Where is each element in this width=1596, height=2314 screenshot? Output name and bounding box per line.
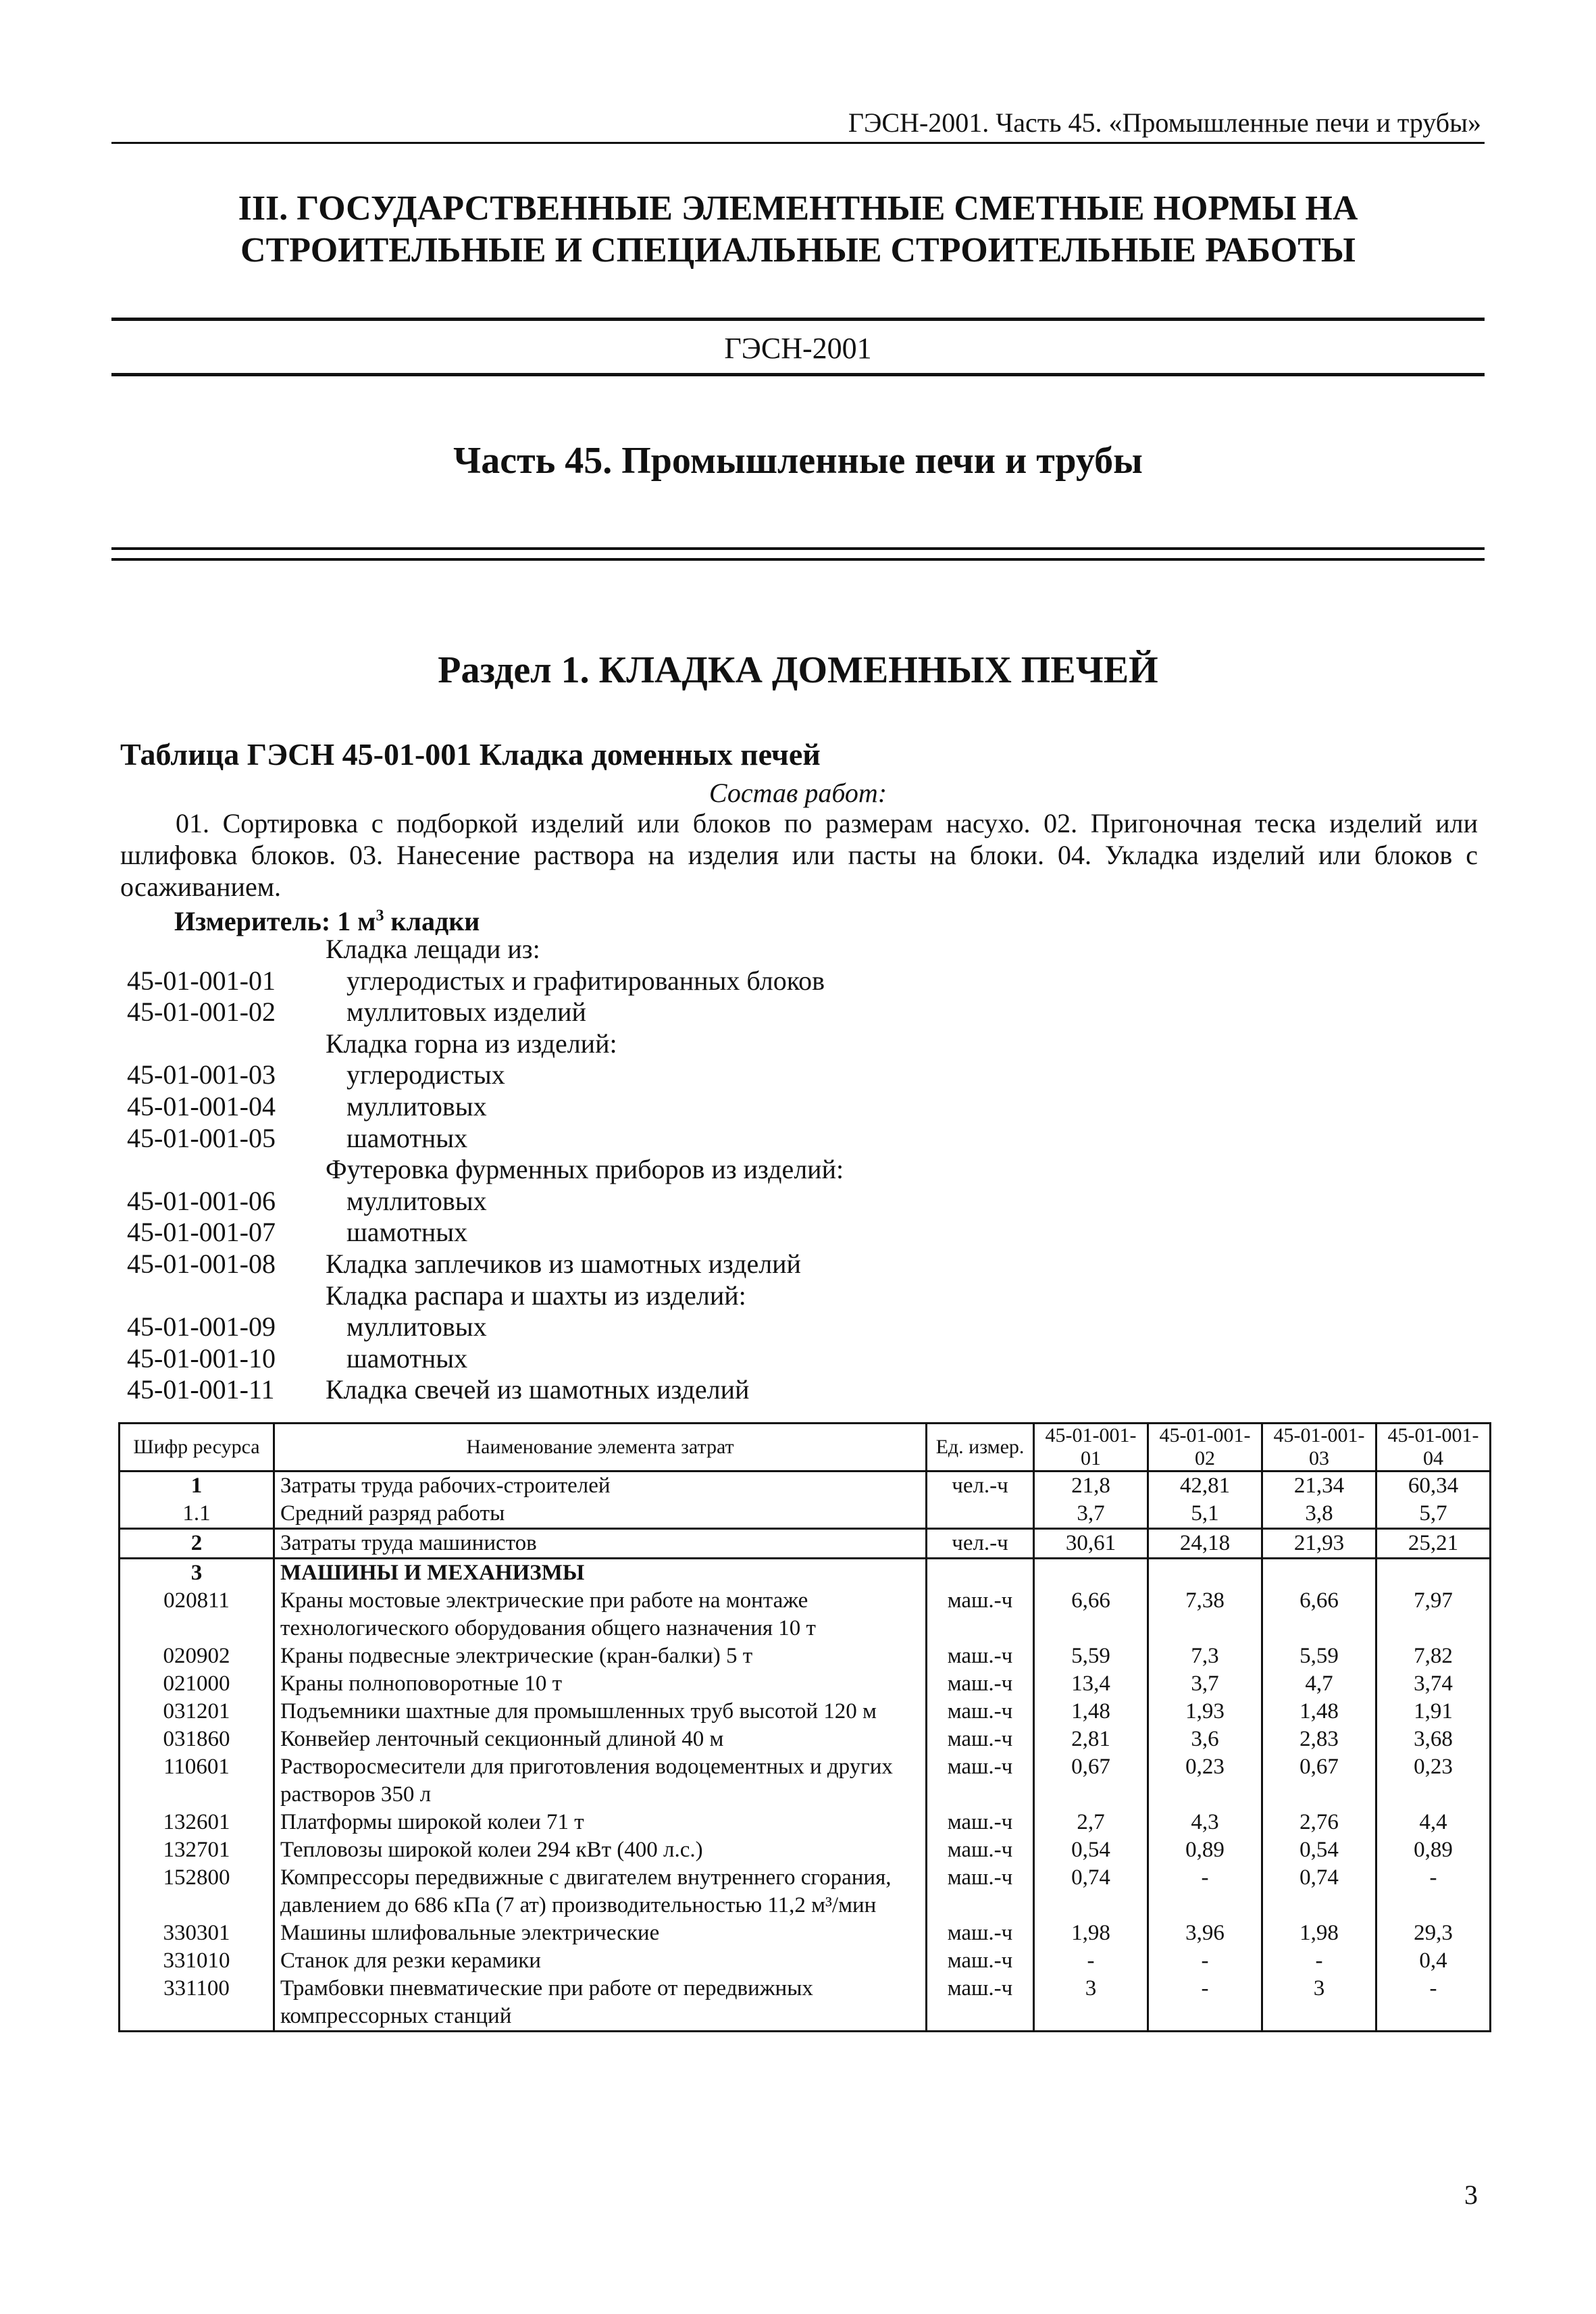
table-row	[120, 1670, 1491, 1698]
cell-value: 1,91	[1376, 1698, 1491, 1726]
cell-value: 25,21	[1376, 1529, 1491, 1559]
table-row	[120, 1726, 1491, 1753]
cell-value: 4,4	[1376, 1809, 1491, 1836]
cell-unit	[927, 1500, 1034, 1529]
table-row	[120, 1947, 1491, 1975]
cell-value: 60,34	[1376, 1472, 1491, 1501]
cell-value: -	[1376, 1864, 1491, 1919]
norm-text: муллитовых	[346, 1311, 487, 1342]
norm-text: Кладка лещади из:	[326, 934, 540, 964]
header-col-4: 45-01-001-04	[1376, 1424, 1491, 1472]
cell-unit: маш.-ч	[927, 1753, 1034, 1809]
cell-value: 21,34	[1262, 1472, 1376, 1501]
table-body	[120, 1472, 1491, 2032]
cell-unit: маш.-ч	[927, 1587, 1034, 1642]
norm-text: шамотных	[346, 1217, 468, 1248]
table-row	[120, 1559, 1491, 1588]
header-name: Наименование элемента затрат	[274, 1424, 927, 1472]
header-col-3: 45-01-001-03	[1262, 1424, 1376, 1472]
norm-text: муллитовых изделий	[346, 997, 586, 1028]
cell-value: 1,98	[1034, 1919, 1148, 1947]
cell-unit: маш.-ч	[927, 1864, 1034, 1919]
norm-code: 45-01-001-07	[127, 1217, 276, 1248]
cell-value: 5,7	[1376, 1500, 1491, 1529]
cell-value: 0,74	[1034, 1864, 1148, 1919]
cell-value: 0,89	[1376, 1836, 1491, 1864]
table-row	[120, 1698, 1491, 1726]
table-row	[120, 1836, 1491, 1864]
cell-value: 3,74	[1376, 1670, 1491, 1698]
cell-unit: маш.-ч	[927, 1642, 1034, 1670]
norm-text: Кладка заплечиков из шамотных изделий	[326, 1248, 801, 1279]
norm-code: 45-01-001-01	[127, 965, 276, 996]
cell-code: 331010	[120, 1947, 274, 1975]
cell-value: 4,7	[1262, 1670, 1376, 1698]
cell-value	[1376, 1559, 1491, 1588]
cell-name: Краны подвесные электрические (кран-балки) 5 т	[274, 1642, 927, 1670]
cell-value: 2,7	[1034, 1809, 1148, 1836]
cell-name: Машины шлифовальные электрические	[274, 1919, 927, 1947]
norm-code: 45-01-001-02	[127, 997, 276, 1028]
work-description: 01. Сортировка с подборкой изделий или блоков по размерам насухо. 02. Пригоночная теска изделий или шлифовка блоков. 03. Нанесение раствора на изделия или пасты на блоки. 04. Укладка изделий или блоков с осаживанием.	[120, 808, 1478, 902]
cell-value: 3	[1034, 1975, 1148, 2032]
norm-code: 45-01-001-05	[127, 1122, 276, 1153]
cell-unit: маш.-ч	[927, 1698, 1034, 1726]
measure-unit: Измеритель: 1 $м^3$ кладки	[174, 906, 480, 936]
cell-value: -	[1148, 1975, 1262, 2032]
cell-value: 0,67	[1034, 1753, 1148, 1809]
cell-value: 5,59	[1034, 1642, 1148, 1670]
norm-text: муллитовых	[346, 1090, 487, 1122]
cell-value: 0,4	[1376, 1947, 1491, 1975]
cell-value: 6,66	[1262, 1587, 1376, 1642]
cell-name: Компрессоры передвижные с двигателем внутреннего сгорания, давлением до 686 кПа (7 ат) производительностью 11,2 м³/мин	[274, 1864, 927, 1919]
razdel-title: Раздел 1. КЛАДКА ДОМЕННЫХ ПЕЧЕЙ	[438, 649, 1158, 691]
table-row	[120, 1753, 1491, 1809]
work-composition-label: Состав работ:	[709, 778, 887, 808]
norm-code: 45-01-001-09	[127, 1311, 276, 1342]
cell-name: Трамбовки пневматические при работе от передвижных компрессорных станций	[274, 1975, 927, 2032]
cell-value: 3,68	[1376, 1726, 1491, 1753]
cell-unit: маш.-ч	[927, 1670, 1034, 1698]
cell-code: 132601	[120, 1809, 274, 1836]
cell-code: 110601	[120, 1753, 274, 1809]
norm-text: муллитовых	[346, 1185, 487, 1216]
cell-code: 020811	[120, 1587, 274, 1642]
cell-code: 3	[120, 1559, 274, 1588]
cell-value: 1,93	[1148, 1698, 1262, 1726]
cell-value: 7,97	[1376, 1587, 1491, 1642]
cell-name: Затраты труда машинистов	[274, 1529, 927, 1559]
table-header-row	[120, 1424, 1491, 1472]
cell-unit: маш.-ч	[927, 1836, 1034, 1864]
table-row	[120, 1500, 1491, 1529]
cell-value: 3,6	[1148, 1726, 1262, 1753]
cell-value: 7,38	[1148, 1587, 1262, 1642]
cell-name: Платформы широкой колеи 71 т	[274, 1809, 927, 1836]
cell-value: 0,54	[1034, 1836, 1148, 1864]
table-title: Таблица ГЭСН 45-01-001 Кладка доменных печей	[120, 737, 821, 772]
cell-value: 42,81	[1148, 1472, 1262, 1501]
cell-unit: чел.-ч	[927, 1472, 1034, 1501]
table-row	[120, 1472, 1491, 1501]
norm-text: шамотных	[346, 1342, 468, 1374]
cell-unit: маш.-ч	[927, 1947, 1034, 1975]
cell-name: Средний разряд работы	[274, 1500, 927, 1529]
cell-value: 1,48	[1034, 1698, 1148, 1726]
part-double-rule	[111, 547, 1485, 561]
cell-value: 2,83	[1262, 1726, 1376, 1753]
cell-name: Конвейер ленточный секционный длиной 40 м	[274, 1726, 927, 1753]
norm-text: углеродистых и графитированных блоков	[346, 965, 825, 996]
header-unit: Ед. измер.	[927, 1424, 1034, 1472]
standard-bottom-rule	[111, 373, 1485, 376]
cell-value: 13,4	[1034, 1670, 1148, 1698]
cell-value: 5,1	[1148, 1500, 1262, 1529]
table-row	[120, 1919, 1491, 1947]
standard-top-rule	[111, 318, 1485, 321]
norm-text: шамотных	[346, 1122, 468, 1153]
cell-value: 1,48	[1262, 1698, 1376, 1726]
cell-value: 24,18	[1148, 1529, 1262, 1559]
cell-value: 2,76	[1262, 1809, 1376, 1836]
cell-name: Станок для резки керамики	[274, 1947, 927, 1975]
cell-name: Тепловозы широкой колеи 294 кВт (400 л.с.)	[274, 1836, 927, 1864]
norm-text: углеродистых	[346, 1059, 505, 1090]
header-divider	[111, 142, 1485, 144]
cell-value: 29,3	[1376, 1919, 1491, 1947]
norm-code: 45-01-001-03	[127, 1059, 276, 1090]
norm-code: 45-01-001-08	[127, 1248, 276, 1279]
page-number: 3	[1464, 2180, 1478, 2210]
cell-value: -	[1148, 1947, 1262, 1975]
cell-value: 3,96	[1148, 1919, 1262, 1947]
cell-name: Затраты труда рабочих-строителей	[274, 1472, 927, 1501]
cell-value: 0,54	[1262, 1836, 1376, 1864]
cell-unit: чел.-ч	[927, 1529, 1034, 1559]
cell-code: 2	[120, 1529, 274, 1559]
table-row	[120, 1975, 1491, 2032]
cell-unit: маш.-ч	[927, 1726, 1034, 1753]
table-row	[120, 1864, 1491, 1919]
cell-value: 7,82	[1376, 1642, 1491, 1670]
cell-code: 152800	[120, 1864, 274, 1919]
cell-value: 0,23	[1148, 1753, 1262, 1809]
cell-unit	[927, 1559, 1034, 1588]
part-title: Часть 45. Промышленные печи и трубы	[453, 440, 1143, 482]
cell-code: 330301	[120, 1919, 274, 1947]
norm-text: Футеровка фурменных приборов из изделий:	[326, 1154, 844, 1185]
norm-code: 45-01-001-10	[127, 1342, 276, 1374]
cell-value: 3	[1262, 1975, 1376, 2032]
cell-code: 1.1	[120, 1500, 274, 1529]
norm-code: 45-01-001-11	[127, 1374, 275, 1405]
section-title-line1: III. ГОСУДАРСТВЕННЫЕ ЭЛЕМЕНТНЫЕ СМЕТНЫЕ НОРМЫ НА	[238, 189, 1358, 228]
table-row	[120, 1642, 1491, 1670]
cell-value	[1262, 1559, 1376, 1588]
table-row	[120, 1587, 1491, 1642]
cell-code: 331100	[120, 1975, 274, 2032]
running-header: ГЭСН-2001. Часть 45. «Промышленные печи и трубы»	[848, 107, 1481, 138]
cell-value: -	[1148, 1864, 1262, 1919]
cell-value	[1034, 1559, 1148, 1588]
cell-unit: маш.-ч	[927, 1809, 1034, 1836]
cell-code: 031201	[120, 1698, 274, 1726]
cell-value: -	[1376, 1975, 1491, 2032]
cell-value: 1,98	[1262, 1919, 1376, 1947]
cell-value: 30,61	[1034, 1529, 1148, 1559]
cell-name: Краны полноповоротные 10 т	[274, 1670, 927, 1698]
norm-code: 45-01-001-06	[127, 1185, 276, 1216]
table-row	[120, 1809, 1491, 1836]
section-title	[111, 188, 1485, 272]
cell-value: 21,8	[1034, 1472, 1148, 1501]
norm-text: Кладка распара и шахты из изделий:	[326, 1280, 746, 1311]
header-col-1: 45-01-001-01	[1034, 1424, 1148, 1472]
cell-value: -	[1262, 1947, 1376, 1975]
cell-value: 3,7	[1034, 1500, 1148, 1529]
header-col-2: 45-01-001-02	[1148, 1424, 1262, 1472]
cell-value: 7,3	[1148, 1642, 1262, 1670]
section-title-line2: СТРОИТЕЛЬНЫЕ И СПЕЦИАЛЬНЫЕ СТРОИТЕЛЬНЫЕ РАБОТЫ	[240, 231, 1356, 270]
cell-code: 021000	[120, 1670, 274, 1698]
cell-unit: маш.-ч	[927, 1919, 1034, 1947]
norm-text: Кладка свечей из шамотных изделий	[326, 1374, 750, 1405]
cell-unit: маш.-ч	[927, 1975, 1034, 2032]
cell-value: 3,7	[1148, 1670, 1262, 1698]
cell-code: 020902	[120, 1642, 274, 1670]
standard-label: ГЭСН-2001	[724, 332, 872, 365]
cell-code: 031860	[120, 1726, 274, 1753]
cell-value: 6,66	[1034, 1587, 1148, 1642]
cell-value: -	[1034, 1947, 1148, 1975]
header-code: Шифр ресурса	[120, 1424, 274, 1472]
cell-value: 0,89	[1148, 1836, 1262, 1864]
cell-value: 2,81	[1034, 1726, 1148, 1753]
norm-code: 45-01-001-04	[127, 1090, 276, 1122]
cell-name: МАШИНЫ И МЕХАНИЗМЫ	[274, 1559, 927, 1588]
cell-name: Подъемники шахтные для промышленных труб высотой 120 м	[274, 1698, 927, 1726]
cell-value: 0,74	[1262, 1864, 1376, 1919]
cell-name: Растворосмесители для приготовления водоцементных и других растворов 350 л	[274, 1753, 927, 1809]
cell-code: 132701	[120, 1836, 274, 1864]
table-row	[120, 1529, 1491, 1559]
cell-value	[1148, 1559, 1262, 1588]
cell-value: 21,93	[1262, 1529, 1376, 1559]
cell-code: 1	[120, 1472, 274, 1501]
cell-value: 4,3	[1148, 1809, 1262, 1836]
norm-text: Кладка горна из изделий:	[326, 1028, 617, 1059]
cell-value: 5,59	[1262, 1642, 1376, 1670]
cell-value: 0,67	[1262, 1753, 1376, 1809]
cell-value: 3,8	[1262, 1500, 1376, 1529]
cell-value: 0,23	[1376, 1753, 1491, 1809]
resource-table	[118, 1422, 1491, 2032]
cell-name: Краны мостовые электрические при работе на монтаже технологического оборудования общего назначения 10 т	[274, 1587, 927, 1642]
